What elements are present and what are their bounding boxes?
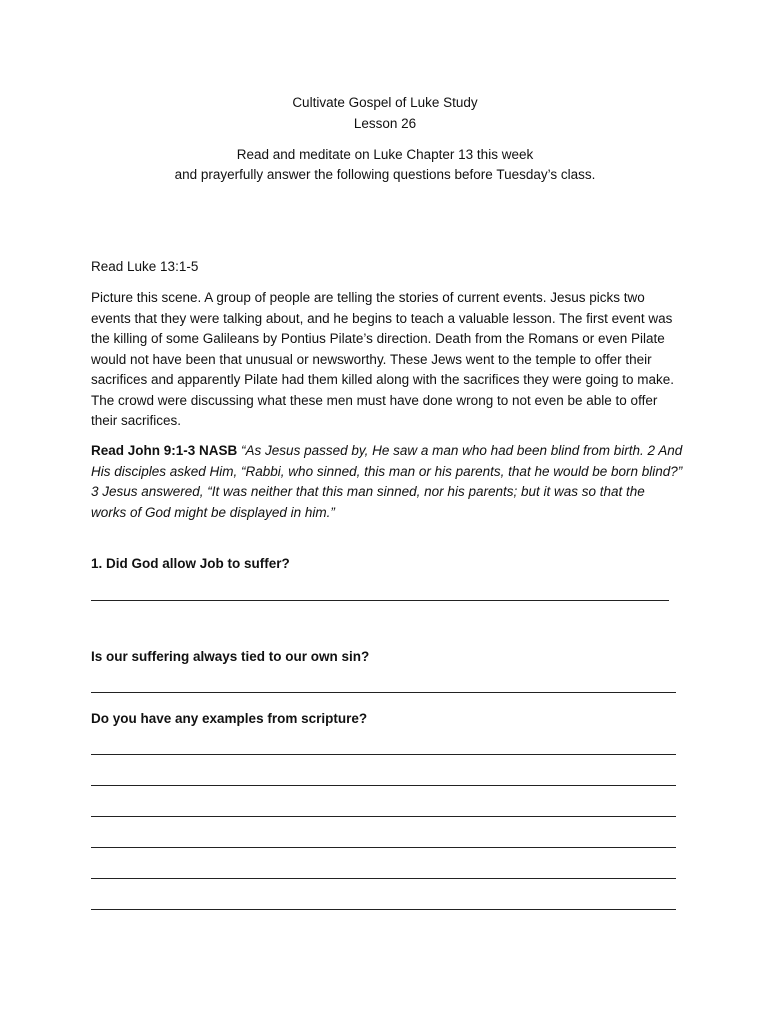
question-1: 1. Did God allow Job to suffer? <box>91 556 290 571</box>
question-2: Is our suffering always tied to our own sin? <box>91 649 370 664</box>
scripture-text: “As Jesus passed by, He saw a man who had been blind from birth. 2 And His disciples asked Him, “Rabbi, who sinned, this man or his parents, that he would be born blind?” 3 Jesus answered, “It was neither that this man sinned, nor his parents; but it was so that the works of God might be displayed in him.” <box>91 443 683 520</box>
answer-line[interactable] <box>91 878 676 879</box>
answer-line[interactable] <box>91 785 676 786</box>
question-3: Do you have any examples from scripture? <box>91 711 368 726</box>
scripture-passage <box>91 441 683 523</box>
reading-heading: Read Luke 13:1-5 <box>91 259 199 274</box>
lesson-number: Lesson 26 <box>353 116 417 131</box>
answer-line[interactable] <box>91 600 669 601</box>
answer-line[interactable] <box>91 909 676 910</box>
instruction-line-2: and prayerfully answer the following questions before Tuesday’s class. <box>174 167 596 182</box>
answer-line[interactable] <box>91 754 676 755</box>
scripture-reference: Read John 9:1-3 NASB <box>91 443 238 458</box>
answer-line[interactable] <box>91 816 676 817</box>
reading-text: Picture this scene. A group of people are telling the stories of current events. Jesus picks two events that they were talking about, and he begins to teach a valuable lesson. The first event was the killing of some Galileans by Pontius Pilate’s direction. Death from the Romans or even Pilate would not have been that unusual or newsworthy. These Jews went to the temple to offer their sacrifices and apparently Pilate had them killed along with the sacrifices they were going to make. The crowd were discussing what these men must have done wrong to not even be able to offer their sacrifices. <box>91 290 675 428</box>
answer-line[interactable] <box>91 692 676 693</box>
reading-paragraph <box>91 288 683 432</box>
instruction-line-1: Read and meditate on Luke Chapter 13 this week <box>236 147 534 162</box>
document-title: Cultivate Gospel of Luke Study <box>292 95 478 110</box>
answer-line[interactable] <box>91 847 676 848</box>
